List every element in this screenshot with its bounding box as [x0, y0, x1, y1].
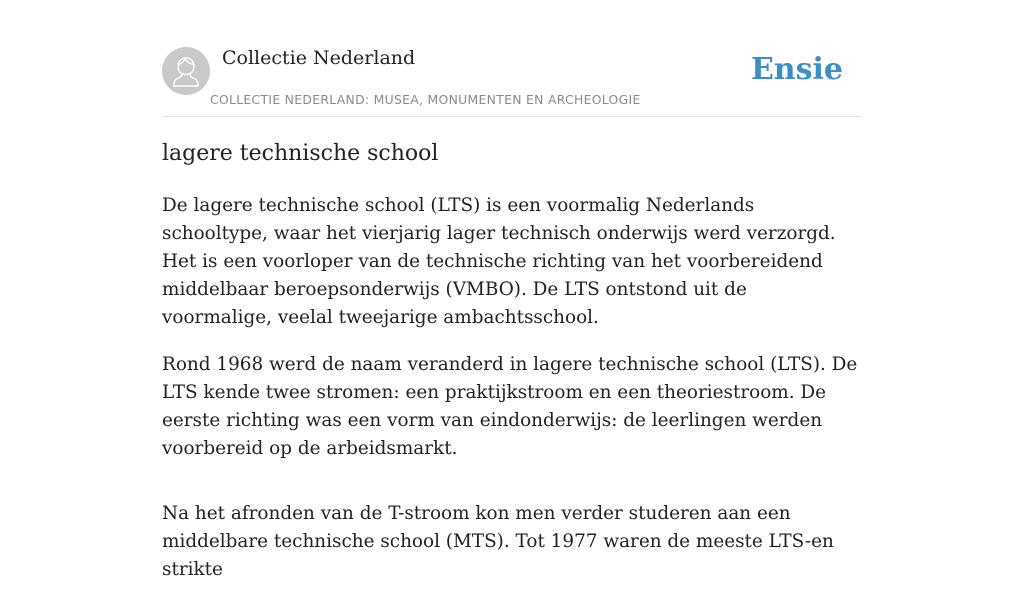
article-paragraph: Na het afronden van de T-stroom kon men verder studeren aan een middelbare technische school (MTS). Tot 1977 waren de meeste LTS-en strikte	[162, 503, 834, 580]
user-silhouette-icon	[162, 47, 210, 95]
article-header	[162, 46, 862, 117]
article-body	[162, 138, 862, 603]
article-paragraph: De lagere technische school (LTS) is een voormalig Nederlands schooltype, waar het vierjarig lager technisch onderwijs werd verzorgd. Het is een voorloper van de technische richting van het voorbereidend middelbaar beroepsonderwijs (VMBO). De LTS ontstond uit de voormalige, veelal tweejarige ambachtsschool.	[162, 195, 836, 328]
author-avatar[interactable]	[162, 47, 210, 95]
article-title: lagere technische school	[162, 141, 439, 166]
author-name[interactable]: Collectie Nederland	[222, 47, 416, 69]
author-subtitle[interactable]: COLLECTIE NEDERLAND: MUSEA, MONUMENTEN EN ARCHEOLOGIE	[210, 92, 641, 107]
article-paragraph: Rond 1968 werd de naam veranderd in lagere technische school (LTS). De LTS kende twee stromen: een praktijkstroom en een theoriestroom. De eerste richting was een vorm van eindonderwijs: de leerlingen werden voorbereid op de arbeidsmarkt.	[162, 354, 858, 459]
ensie-logo[interactable]: Ensie	[750, 52, 843, 87]
